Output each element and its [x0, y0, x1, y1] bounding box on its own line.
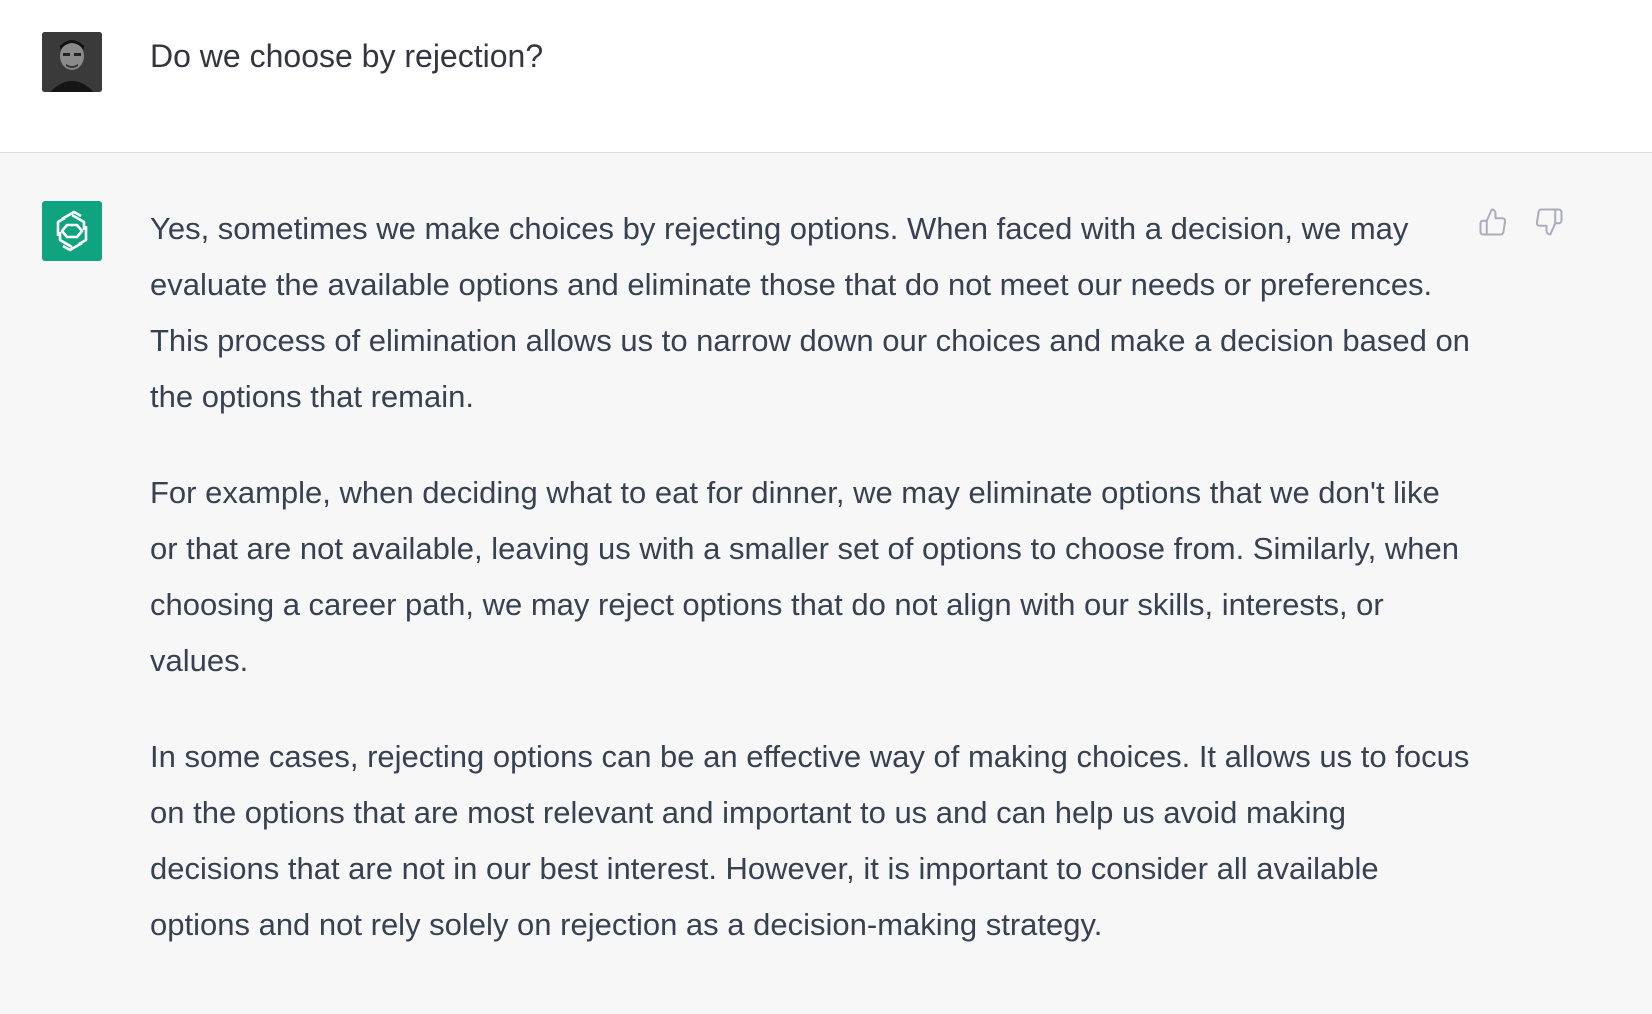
- thumbs-up-icon: [1478, 207, 1508, 237]
- user-avatar-photo: [42, 32, 102, 92]
- openai-logo-icon: [50, 209, 94, 253]
- assistant-paragraph: Yes, sometimes we make choices by rejecting options. When faced with a decision, we may evaluate the available options and eliminate those that do not meet our needs or preferences. This process of elimination allows us to narrow down our choices and make a decision based on the options that remain.: [150, 211, 1470, 414]
- feedback-controls: [1476, 205, 1566, 239]
- thumbs-down-button[interactable]: [1532, 205, 1566, 239]
- assistant-paragraph: In some cases, rejecting options can be an effective way of making choices. It allows us to focus on the options that are most relevant and important to us and can help us avoid making decisions that are not in our best interest. However, it is important to consider all available options and not rely solely on rejection as a decision-making strategy.: [150, 739, 1470, 942]
- user-message-row: [0, 0, 1652, 153]
- user-message-text: Do we choose by rejection?: [150, 38, 544, 74]
- assistant-avatar: [42, 201, 102, 261]
- assistant-message-body: [150, 201, 1470, 993]
- assistant-message-row: [0, 153, 1652, 1014]
- thumbs-up-button[interactable]: [1476, 205, 1510, 239]
- thumbs-down-icon: [1534, 207, 1564, 237]
- user-avatar: [42, 32, 102, 92]
- assistant-paragraph: For example, when deciding what to eat for dinner, we may eliminate options that we don't like or that are not available, leaving us with a smaller set of options to choose from. Similarly, when choosing a career path, we may reject options that do not align with our skills, interests, or values.: [150, 475, 1459, 678]
